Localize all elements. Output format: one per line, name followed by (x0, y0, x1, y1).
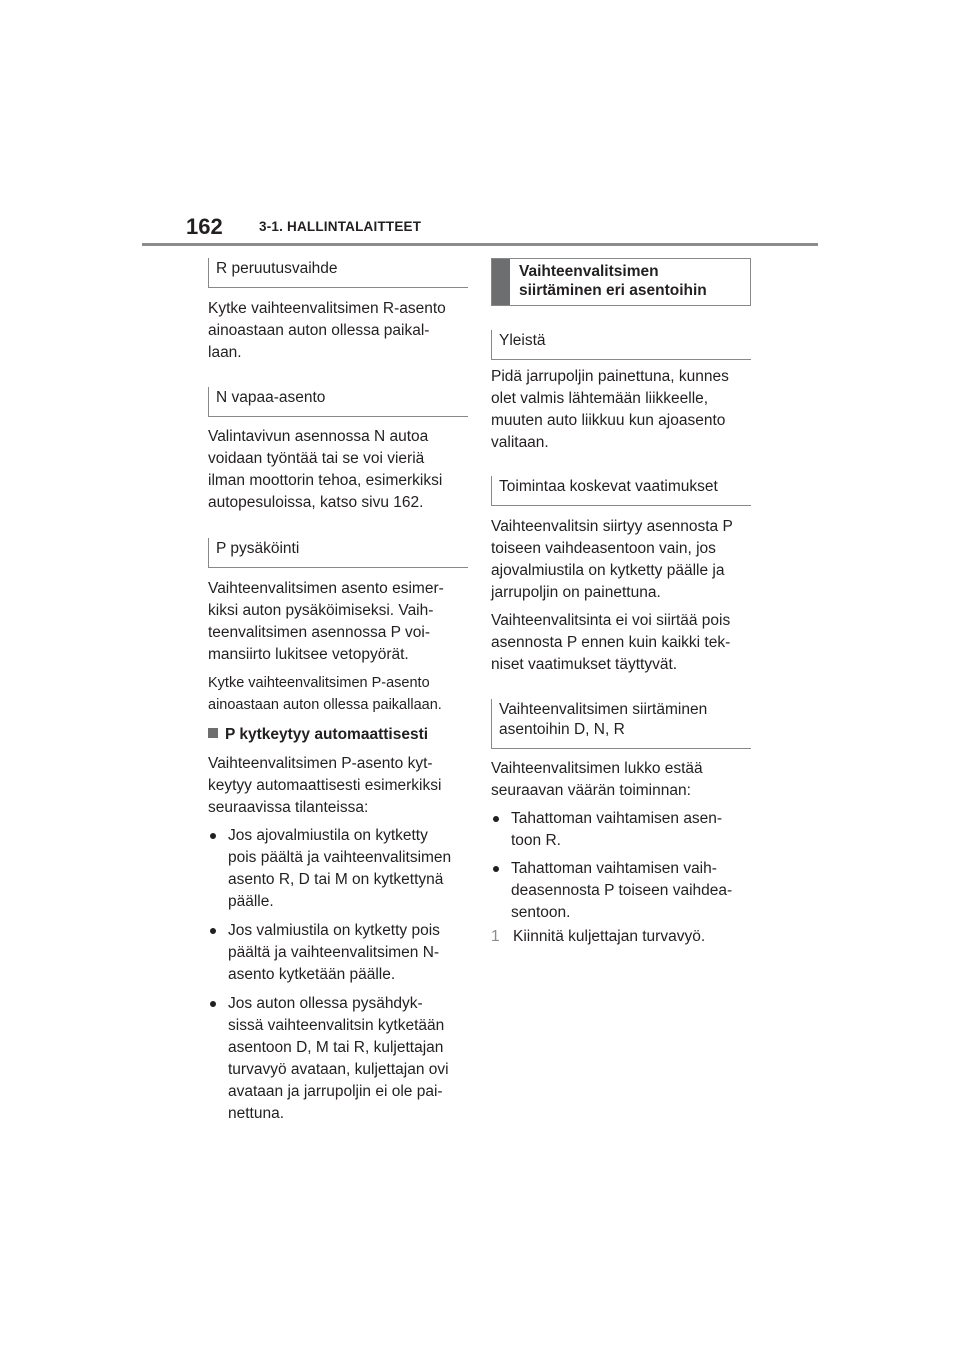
list-item (208, 993, 468, 1125)
text-line: Vaihteenvalitsimen P-asento kyt- (208, 755, 433, 772)
text-line: seuraavissa tilanteissa: (208, 799, 369, 816)
text-line: Tahattoman vaihtamisen vaih- (511, 860, 717, 877)
text-line: Vaihteenvalitsimen lukko estää (491, 760, 703, 777)
header-divider (142, 243, 818, 246)
text-line: seuraavan väärän toiminnan: (491, 782, 691, 799)
text-line: Vaihteenvalitsimen (519, 263, 659, 280)
shifting-heading (491, 699, 751, 749)
bullet-dot-icon (210, 833, 216, 839)
shifting-text (491, 758, 751, 802)
heading-bar (492, 259, 510, 305)
text-line: ainoastaan auton ollessa paikal- (208, 322, 430, 339)
text-line: teenvalitsimen asennossa P voi- (208, 624, 431, 641)
text-line: päältä ja vaihteenvalitsimen N- (228, 944, 440, 961)
text-line: kiksi auton pysäköimiseksi. Vaih- (208, 602, 434, 619)
text-line: Jos ajovalmiustila on kytketty (228, 827, 428, 844)
list-item (491, 858, 751, 924)
bullet-dot-icon (493, 816, 499, 822)
text-line: Vaihteenvalitsimen siirtäminen (499, 701, 708, 718)
auto-park-text (208, 753, 468, 819)
left-column (208, 258, 468, 1125)
p-text (208, 578, 468, 666)
text-line: asento R, D tai M on kytkettynä (228, 871, 444, 888)
text-line: päälle. (228, 893, 274, 910)
main-section-heading (491, 258, 751, 306)
text-line: Vaihteenvalitsimen asento esimer- (208, 580, 444, 597)
general-heading: Yleistä (491, 330, 751, 360)
section-title: 3-1. HALLINTALAITTEET (259, 219, 422, 234)
text-line: Pidä jarrupoljin painettuna, kunnes (491, 368, 729, 385)
text-line: Valintavivun asennossa N autoa (208, 428, 429, 445)
text-line: Jos auton ollessa pysähdyk- (228, 995, 423, 1012)
page-number: 162 (186, 214, 223, 239)
bullet-dot-icon (493, 866, 499, 872)
requirements-text (491, 516, 751, 604)
text-line: mansiirto lukitsee vetopyörät. (208, 646, 409, 663)
list-item (208, 920, 468, 986)
text-line: ajovalmiustila on kytketty päälle ja (491, 562, 725, 579)
requirements-text-2 (491, 610, 751, 676)
text-line: turvavyö avataan, kuljettajan ovi (228, 1061, 449, 1078)
bullet-dot-icon (210, 1001, 216, 1007)
text-line: asennosta P ennen kuin kaikki tek- (491, 634, 731, 651)
n-heading: N vapaa-asento (208, 387, 468, 417)
text-line: jarrupoljin on painettuna. (491, 584, 661, 601)
general-text (491, 366, 751, 454)
text-line: niset vaatimukset täyttyvät. (491, 656, 678, 673)
text-line: sentoon. (511, 904, 571, 921)
r-text (208, 298, 468, 364)
text-line: olet valmis lähtemään liikkeelle, (491, 390, 709, 407)
text-line: siirtäminen eri asentoihin (519, 282, 707, 299)
text-line: asentoihin D, N, R (499, 721, 625, 738)
auto-park-heading-text: P kytkeytyy automaattisesti (225, 726, 429, 743)
text-line: Vaihteenvalitsin siirtyy asennosta P (491, 518, 733, 535)
text-line: voidaan työntää tai se voi vieriä (208, 450, 425, 467)
text-line: deasennosta P toiseen vaihdea- (511, 882, 733, 899)
square-bullet-icon (208, 728, 218, 738)
text-line: autopesuloissa, katso sivu 162. (208, 494, 424, 511)
bullet-dot-icon (210, 928, 216, 934)
text-line: ainoastaan auton ollessa paikallaan. (208, 697, 442, 713)
step-text: Kiinnitä kuljettajan turvavyö. (513, 928, 706, 945)
text-line: Tahattoman vaihtamisen asen- (511, 810, 723, 827)
text-line: Kytke vaihteenvalitsimen P-asento (208, 675, 430, 691)
text-line: ilman moottorin tehoa, esimerkiksi (208, 472, 443, 489)
text-line: asentoon D, M tai R, kuljettajan (228, 1039, 444, 1056)
right-column (491, 258, 751, 948)
text-line: nettuna. (228, 1105, 285, 1122)
text-line: avataan ja jarrupoljin ei ole pai- (228, 1083, 443, 1100)
list-item (491, 808, 751, 852)
auto-park-heading (208, 724, 468, 746)
text-line: Kytke vaihteenvalitsimen R-asento (208, 300, 446, 317)
requirements-heading: Toimintaa koskevat vaatimukset (491, 476, 751, 506)
text-line: laan. (208, 344, 242, 361)
p-heading: P pysäköinti (208, 538, 468, 568)
list-item (208, 825, 468, 913)
step-number: 1 (491, 928, 500, 945)
text-line: asento kytketään päälle. (228, 966, 396, 983)
text-line: Vaihteenvalitsinta ei voi siirtää pois (491, 612, 731, 629)
n-text (208, 426, 468, 514)
text-line: keytyy automaattisesti esimerkiksi (208, 777, 442, 794)
text-line: sissä vaihteenvalitsin kytketään (228, 1017, 445, 1034)
text-line: toon R. (511, 832, 561, 849)
text-line: valitaan. (491, 434, 549, 451)
step-item (491, 926, 751, 948)
r-heading: R peruutusvaihde (208, 258, 468, 288)
text-line: pois päältä ja vaihteenvalitsimen (228, 849, 452, 866)
p-note (208, 672, 468, 716)
text-line: Jos valmiustila on kytketty pois (228, 922, 440, 939)
text-line: muuten auto liikkuu kun ajoasento (491, 412, 726, 429)
text-line: toiseen vaihdeasentoon vain, jos (491, 540, 716, 557)
